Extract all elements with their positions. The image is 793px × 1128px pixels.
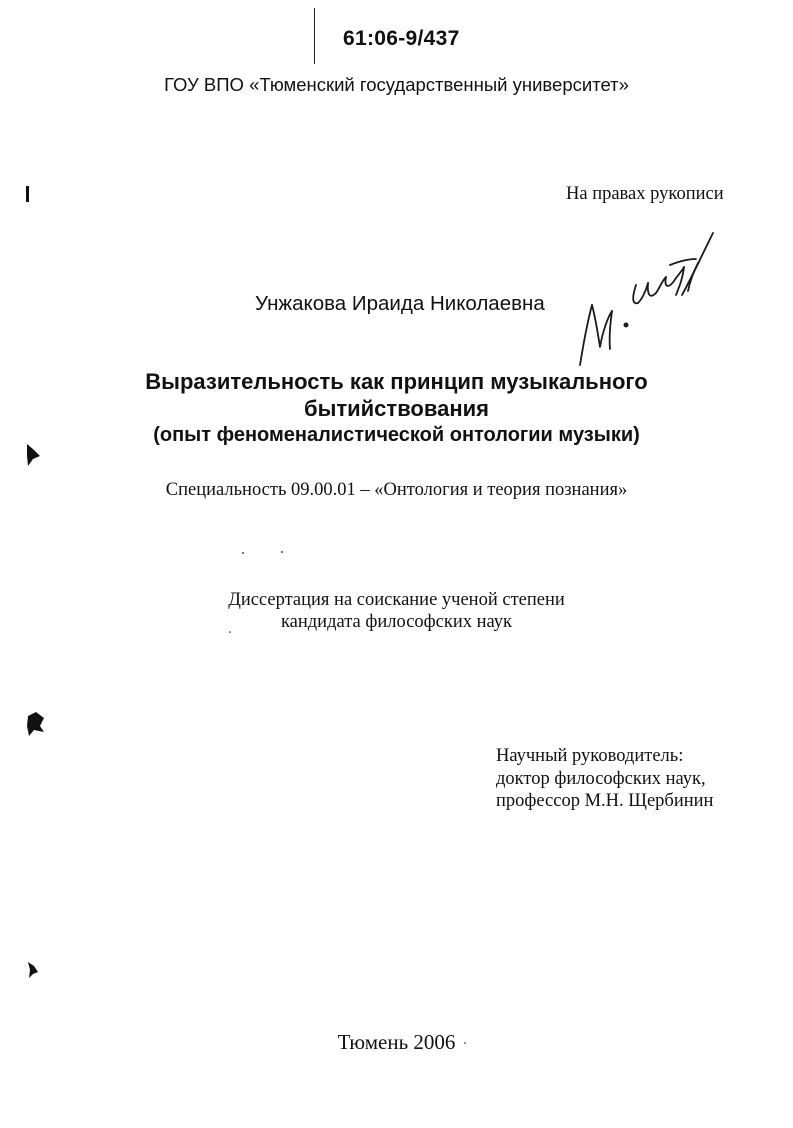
dissertation-subtitle: (опыт феноменалистической онтологии музыки) [153,424,640,446]
rights-note: На правах рукописи [566,184,724,204]
organization-name: ГОУ ВПО «Тюменский государственный университет» [164,74,629,95]
degree-line-2: кандидата философских наук [280,612,513,632]
title-line-2: бытийствования [303,396,489,421]
title-line-1: Выразительность как принцип музыкального [145,369,648,394]
author-name: Унжакова Ираида Николаевна [255,292,545,315]
degree-line-1: Диссертация на соискание ученой степени [228,590,565,610]
city-year: Тюмень 2006 [337,1030,456,1054]
supervisor-degree: доктор философских наук, [496,768,706,789]
document-code: 61:06-9/437 [343,27,460,50]
supervisor-name: профессор М.Н. Щербинин [496,791,714,811]
specialty-line: Специальность 09.00.01 – «Онтология и теория познания» [165,480,628,500]
supervisor-label: Научный руководитель: [496,746,684,766]
